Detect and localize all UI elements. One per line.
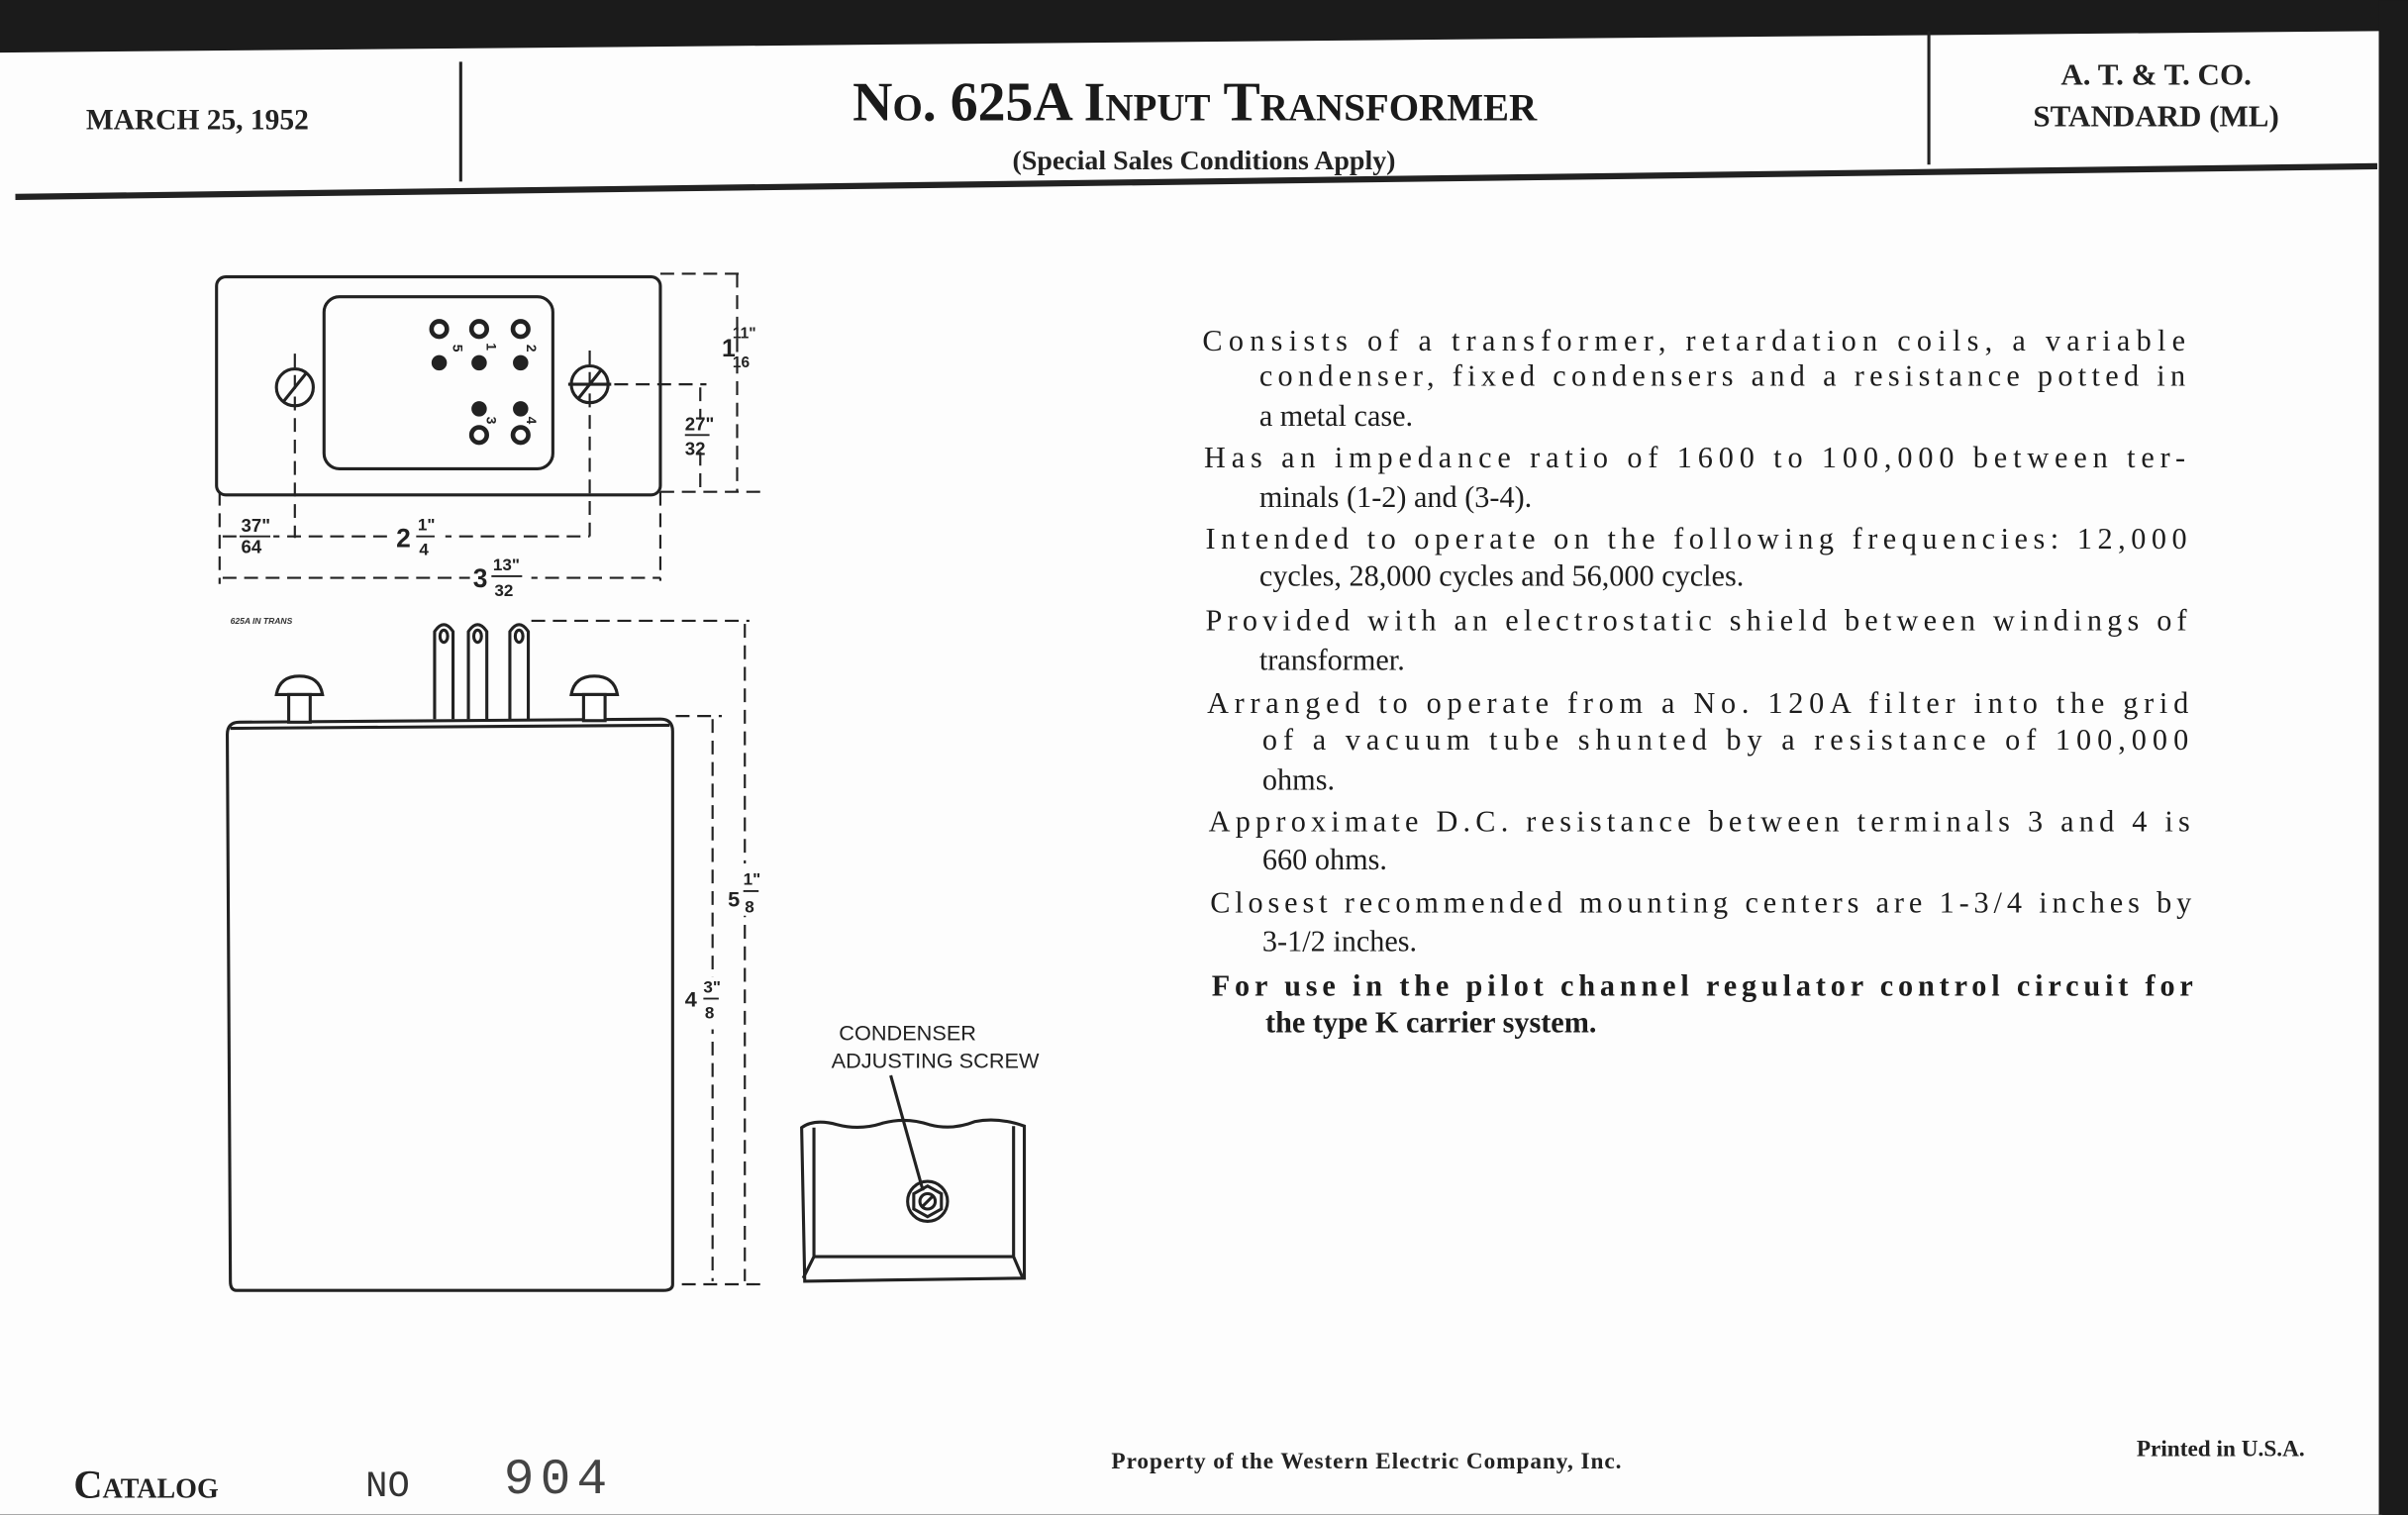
dim-edge-offset-num: 37" bbox=[241, 515, 271, 536]
scan-edge bbox=[2379, 0, 2408, 1514]
catalog-label: Catalog bbox=[73, 1462, 219, 1507]
dim-overall-height-den: 8 bbox=[745, 897, 754, 917]
terminal-label: 3 bbox=[483, 416, 500, 425]
terminal-label: 5 bbox=[450, 344, 466, 353]
dim-width: 3 bbox=[472, 562, 488, 593]
paragraph-line: a metal case. bbox=[1258, 398, 1414, 433]
paragraph-line: cycles, 28,000 cycles and 56,000 cycles. bbox=[1258, 558, 1745, 593]
paragraph-line: Provided with an electrostatic shield between windings of bbox=[1205, 603, 2187, 638]
property-notice: Property of the Western Electric Company, Inc. bbox=[1111, 1449, 1623, 1475]
paragraph-line: Consists of a transformer, retardation coils, a variable bbox=[1202, 323, 2186, 357]
dim-width-num: 13" bbox=[492, 555, 520, 574]
terminal-label: 1 bbox=[483, 343, 500, 351]
paragraph-line: Arranged to operate from a No. 120A filter into the grid bbox=[1207, 686, 2189, 721]
printed-notice: Printed in U.S.A. bbox=[2136, 1436, 2305, 1463]
paragraph-line: 3-1/2 inches. bbox=[1261, 924, 1418, 959]
company-name: A. T. & T. CO. bbox=[2060, 56, 2252, 92]
dim-overall-height: 5 bbox=[728, 886, 741, 912]
dim-mount-centers-num: 1" bbox=[417, 515, 436, 535]
standard-label: STANDARD (ML) bbox=[2033, 98, 2279, 134]
page-title: No. 625A Input Transformer bbox=[853, 71, 1538, 134]
dim-overall-height-num: 1" bbox=[743, 869, 761, 889]
paragraph-line: the type K carrier system. bbox=[1265, 1005, 1597, 1040]
paragraph-line: condenser, fixed condensers and a resistance potted in bbox=[1258, 358, 2186, 393]
dim-case-height-num: 3" bbox=[703, 977, 721, 997]
paragraph-line: ohms. bbox=[1261, 762, 1336, 797]
dim-screw-offset-num: 27" bbox=[684, 413, 715, 435]
paragraph-line: of a vacuum tube shunted by a resistance of 100,000 bbox=[1261, 723, 2189, 758]
dim-height-top: 1 bbox=[721, 336, 736, 363]
catalog-no-label: NO bbox=[365, 1466, 410, 1509]
paragraph-line: minals (1-2) and (3-4). bbox=[1258, 480, 1533, 515]
paragraph-line: Closest recommended mounting centers are 1-3/4 inches by bbox=[1210, 885, 2192, 920]
paragraph-line: 660 ohms. bbox=[1261, 843, 1387, 877]
callout-label: CONDENSER bbox=[839, 1020, 976, 1046]
paragraph-line: For use in the pilot channel regulator control circuit for bbox=[1211, 968, 2193, 1003]
dim-screw-offset-den: 32 bbox=[684, 438, 706, 459]
dim-height-top-den: 16 bbox=[732, 354, 751, 372]
paragraph-line: Intended to operate on the following frequencies: 12,000 bbox=[1205, 522, 2187, 556]
dim-case-height: 4 bbox=[684, 986, 697, 1012]
dim-width-den: 32 bbox=[494, 581, 514, 601]
page-subtitle: (Special Sales Conditions Apply) bbox=[1012, 145, 1396, 176]
paragraph-line: Has an impedance ratio of 1600 to 100,000 between ter- bbox=[1204, 440, 2186, 474]
dim-mount-centers-den: 4 bbox=[419, 540, 429, 559]
dim-mount-centers: 2 bbox=[396, 523, 411, 554]
dim-edge-offset-den: 64 bbox=[241, 536, 262, 557]
terminal-label: 2 bbox=[524, 344, 540, 353]
terminal-label: 4 bbox=[524, 416, 540, 425]
dim-height-top-num: 11" bbox=[732, 325, 756, 343]
issue-date: MARCH 25, 1952 bbox=[85, 104, 309, 137]
paragraph-line: Approximate D.C. resistance between terminals 3 and 4 is bbox=[1208, 804, 2190, 839]
dim-case-height-den: 8 bbox=[704, 1003, 715, 1023]
adjusting-screw-icon bbox=[908, 1181, 948, 1221]
catalog-number: 904 bbox=[503, 1451, 614, 1509]
drawing-label: 625A IN TRANS bbox=[230, 616, 293, 627]
paper bbox=[0, 31, 2382, 1514]
callout-label: ADJUSTING SCREW bbox=[831, 1048, 1040, 1073]
paragraph-line: transformer. bbox=[1258, 643, 1405, 677]
